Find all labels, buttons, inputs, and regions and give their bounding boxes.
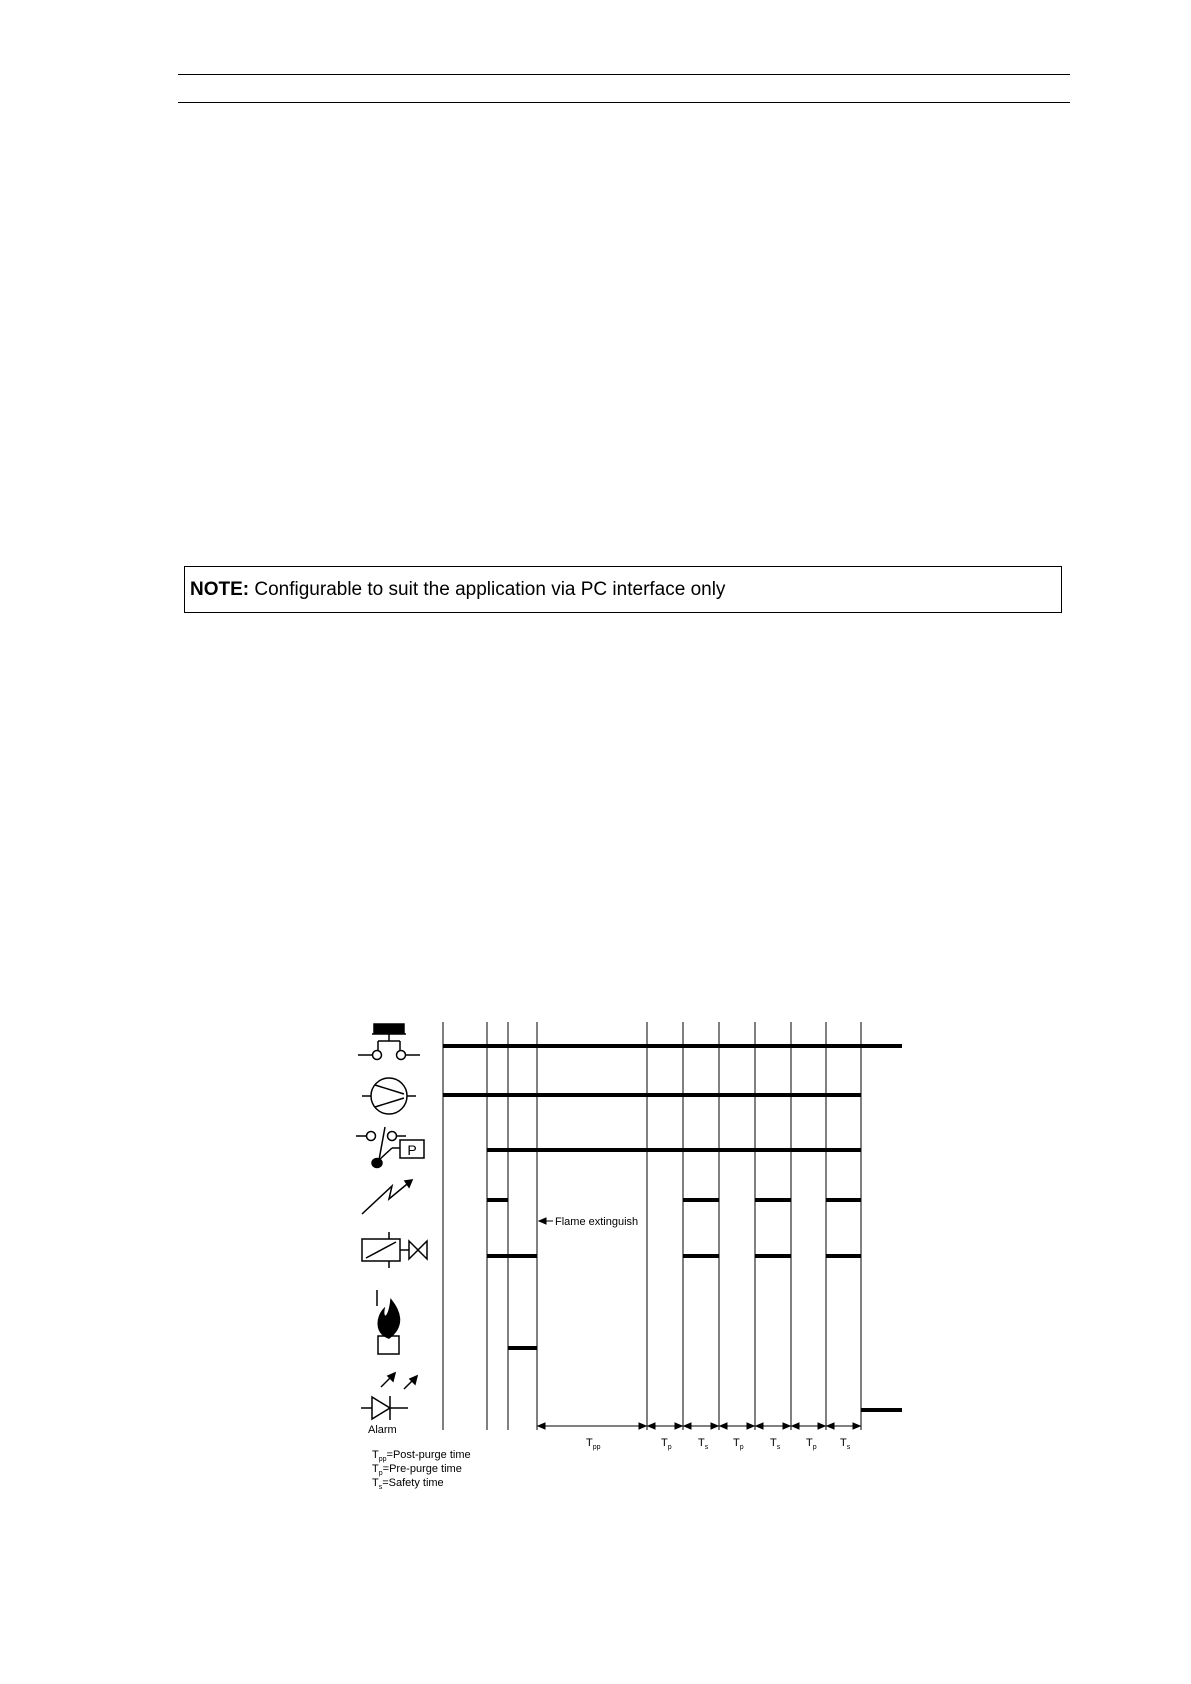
flame-extinguish-arrow [539, 1218, 553, 1224]
interval-label: $T_p$ [661, 1437, 672, 1451]
note-body: Configurable to suit the application via PC interface only [249, 579, 726, 600]
signal-fan [443, 1093, 861, 1097]
signal-alarm [861, 1408, 902, 1412]
legend-item: $T_p=Pre$-purge time [372, 1463, 462, 1477]
legend-item: $T_{pp}=Post$-purge time [372, 1449, 471, 1463]
signal-start [443, 1044, 902, 1048]
interval-label: $T_p$ [806, 1437, 817, 1451]
signal-valve-1 [487, 1254, 537, 1258]
interval-label: $T_s$ [770, 1437, 781, 1451]
interval-labels [586, 1437, 851, 1451]
signal-valve-3 [755, 1254, 791, 1258]
svg-text:P: P [407, 1142, 417, 1158]
signal-flame [508, 1346, 537, 1350]
ignition-spark-icon [362, 1180, 412, 1214]
flame-sensor-icon [377, 1290, 399, 1354]
signal-ignition-4 [826, 1198, 861, 1202]
interval-label: $T_{pp}$ [586, 1437, 601, 1451]
legend [372, 1449, 471, 1491]
signal-ignition-2 [683, 1198, 719, 1202]
flame-extinguish-label: Flame extinguish [555, 1216, 639, 1228]
interval-label: $T_p$ [733, 1437, 744, 1451]
pressure-switch-icon [356, 1127, 424, 1168]
solenoid-valve-icon [362, 1232, 427, 1268]
fan-motor-icon [362, 1078, 416, 1114]
signal-ignition-1 [487, 1198, 508, 1202]
interval-label: $T_s$ [840, 1437, 851, 1451]
signal-pressure [487, 1148, 861, 1152]
signal-bars [443, 1044, 902, 1412]
alarm-label: Alarm [368, 1424, 397, 1436]
signal-ignition-3 [755, 1198, 791, 1202]
signal-valve-4 [826, 1254, 861, 1258]
push-button-icon [358, 1024, 420, 1060]
signal-valve-2 [683, 1254, 719, 1258]
interval-arrows [537, 1423, 861, 1429]
timing-gridlines [443, 1022, 861, 1430]
legend-item: $T_s=Safety$ time [372, 1477, 444, 1491]
alarm-led-icon [361, 1373, 417, 1420]
note-label: NOTE: [190, 579, 250, 600]
interval-label: $T_s$ [698, 1437, 709, 1451]
